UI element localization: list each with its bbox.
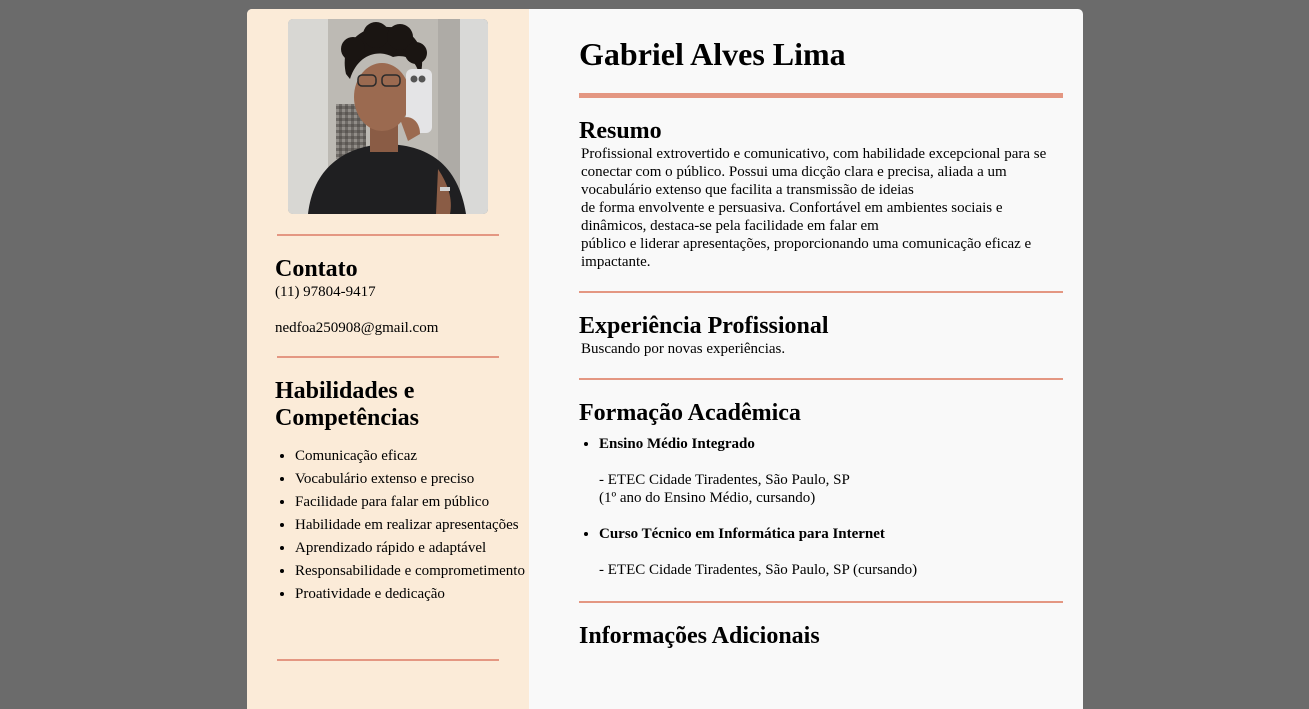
summary-line: público e liderar apresentações, proporcionando uma comunicação eficaz e impactante. (581, 236, 1032, 270)
profile-photo (288, 19, 488, 214)
resume-page (247, 9, 1083, 709)
education-list (579, 435, 1083, 597)
additional-heading: Informações Adicionais (579, 623, 820, 649)
profile-photo-image (288, 19, 488, 214)
skill-item: • Comunicação eficaz (295, 447, 535, 465)
skills-heading (275, 378, 419, 432)
section-divider (579, 378, 1063, 380)
name-underline (579, 93, 1063, 98)
skills-list (275, 447, 535, 608)
skill-item: • Vocabulário extenso e preciso (295, 470, 535, 488)
skill-item: • Proatividade e dedicação (295, 585, 535, 603)
contact-email: nedfoa250908@gmail.com (275, 320, 439, 336)
education-detail: (1º ano do Ensino Médio, cursando) (599, 490, 816, 506)
summary-text (581, 145, 1065, 271)
skills-heading-line2: Competências (275, 405, 419, 431)
skill-item: • Responsabilidade e comprometimento (295, 562, 535, 580)
experience-text: Buscando por novas experiências. (581, 341, 786, 357)
skills-heading-line1: Habilidades e (275, 378, 415, 404)
sidebar-divider (277, 356, 499, 358)
summary-heading: Resumo (579, 118, 662, 144)
education-heading: Formação Acadêmica (579, 400, 801, 426)
profile-name: Gabriel Alves Lima (579, 36, 846, 72)
main-content (529, 9, 1083, 709)
sidebar (247, 9, 529, 709)
contact-heading: Contato (275, 256, 358, 282)
summary-line: de forma envolvente e persuasiva. Confortável em ambientes sociais e dinâmicos, destaca-se pela facilidade em falar em (581, 200, 1003, 234)
contact-phone: (11) 97804-9417 (275, 284, 376, 300)
section-divider (579, 601, 1063, 603)
sidebar-divider (277, 234, 499, 236)
section-divider (579, 291, 1063, 293)
skill-item: • Habilidade em realizar apresentações (295, 516, 535, 534)
education-title: • Ensino Médio Integrado (599, 436, 755, 452)
education-item (599, 525, 1083, 579)
skill-item: • Facilidade para falar em público (295, 493, 535, 511)
summary-line: Profissional extrovertido e comunicativo, com habilidade excepcional para se conectar com o público. Possui uma dicção clara e precisa, aliada a um vocabulário extenso que facilita a transmissão de ideias (581, 146, 1047, 198)
sidebar-divider (277, 659, 499, 661)
education-detail: - ETEC Cidade Tiradentes, São Paulo, SP (599, 472, 850, 488)
skill-item: • Aprendizado rápido e adaptável (295, 539, 535, 557)
experience-heading: Experiência Profissional (579, 313, 829, 339)
education-title: • Curso Técnico em Informática para Internet (599, 526, 885, 542)
education-item (599, 435, 1083, 507)
education-detail: - ETEC Cidade Tiradentes, São Paulo, SP (cursando) (599, 562, 918, 578)
